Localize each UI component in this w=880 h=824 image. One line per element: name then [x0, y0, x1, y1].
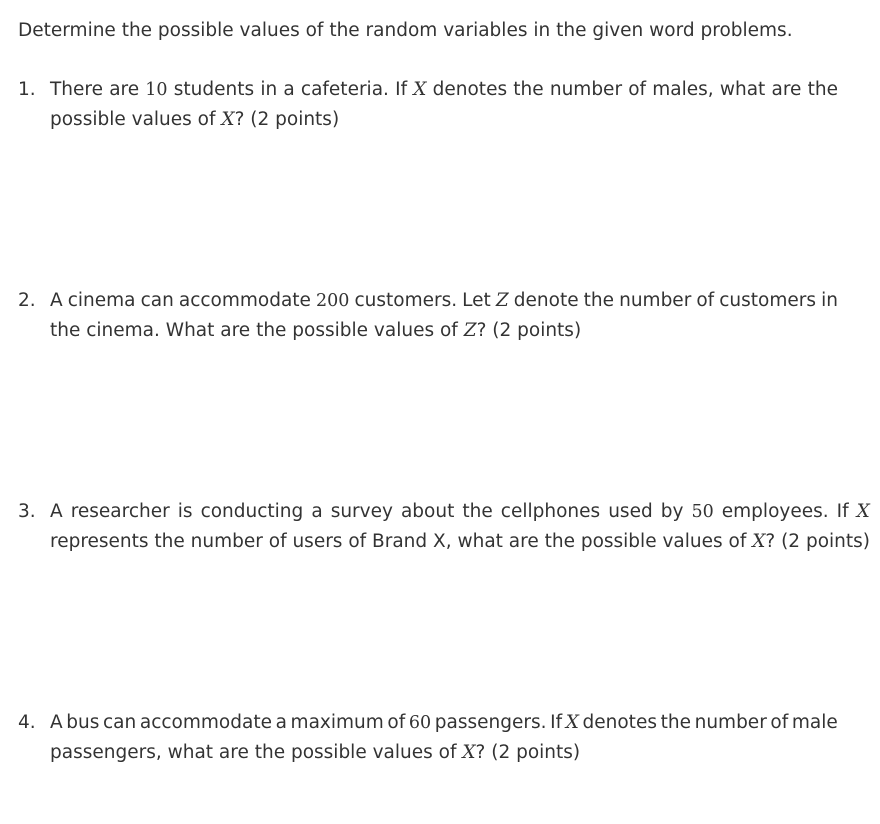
question-line-1	[50, 708, 838, 738]
random-variable: Z	[463, 320, 477, 341]
question-word: a	[275, 712, 287, 733]
question-word: in	[260, 79, 278, 100]
question-word: If	[550, 712, 563, 733]
question-word: males,	[652, 79, 714, 100]
question-line-2	[50, 738, 838, 768]
question-word: in	[821, 290, 838, 311]
question-line-2-text: possible values of	[50, 109, 222, 130]
question-points: ? (2 points)	[476, 320, 582, 341]
question-number: 1.	[18, 79, 36, 100]
question-word: can	[140, 290, 174, 311]
question-word: by	[660, 501, 684, 522]
question-word: used	[608, 501, 653, 522]
question-word: number	[619, 290, 692, 311]
question-2	[18, 286, 838, 346]
question-word: conducting	[200, 501, 304, 522]
question-line-2-text: represents the number of users of Brand X, what are the possible values of	[50, 531, 753, 552]
question-points: ? (2 points)	[234, 109, 340, 130]
question-word: can	[103, 712, 137, 733]
question-word: number	[549, 79, 623, 100]
question-word: denotes	[582, 712, 657, 733]
random-variable: X	[462, 742, 476, 763]
question-word: customers	[719, 290, 817, 311]
question-word: If	[395, 79, 408, 100]
question-points: ? (2 points)	[765, 531, 870, 552]
question-word: A	[50, 712, 63, 733]
question-word: denote	[513, 290, 579, 311]
question-number: 2.	[18, 290, 36, 311]
question-word: A	[50, 501, 63, 522]
question-word: of	[770, 712, 789, 733]
question-word: the	[660, 712, 691, 733]
question-line-2	[50, 316, 838, 346]
question-word: X	[413, 79, 427, 100]
question-word: maximum	[290, 712, 384, 733]
question-word: cafeteria.	[300, 79, 389, 100]
question-word: the	[583, 290, 615, 311]
question-1	[18, 75, 838, 135]
question-word: If	[836, 501, 849, 522]
question-word: researcher	[70, 501, 170, 522]
question-word: A	[50, 290, 63, 311]
question-word: cellphones	[500, 501, 601, 522]
question-word: of	[387, 712, 406, 733]
question-points: ? (2 points)	[475, 742, 581, 763]
question-word: the	[807, 79, 838, 100]
question-word: cinema	[67, 290, 136, 311]
question-number: 4.	[18, 712, 36, 733]
question-word: number	[694, 712, 767, 733]
question-word: 200	[316, 291, 350, 311]
question-word: a	[283, 79, 295, 100]
question-word: 10	[145, 80, 168, 100]
question-word: bus	[66, 712, 100, 733]
question-text	[50, 497, 870, 557]
question-line-2-text: the cinema. What are the possible values of	[50, 320, 464, 341]
random-variable: X	[752, 531, 766, 552]
question-word: denotes	[432, 79, 508, 100]
question-word: Let	[462, 290, 491, 311]
question-word: of	[696, 290, 715, 311]
question-word: are	[771, 79, 802, 100]
instructions-text: Determine the possible values of the random variables in the given word problems.	[18, 20, 793, 41]
question-line-2-text: passengers, what are the possible values of	[50, 742, 463, 763]
question-text	[50, 286, 838, 346]
question-3	[18, 497, 870, 557]
random-variable: X	[221, 109, 235, 130]
question-word: male	[791, 712, 838, 733]
question-4	[18, 708, 838, 768]
question-word: accommodate	[178, 290, 311, 311]
question-word: 50	[691, 502, 714, 522]
question-word: the	[462, 501, 493, 522]
question-word: passengers.	[434, 712, 547, 733]
question-word: customers.	[354, 290, 458, 311]
question-word: about	[400, 501, 455, 522]
question-word: Z	[495, 290, 509, 311]
question-line-1	[50, 286, 838, 316]
question-line-2	[50, 527, 870, 557]
question-text	[50, 708, 838, 768]
question-text	[50, 75, 838, 135]
question-word: accommodate	[139, 712, 272, 733]
question-word: is	[177, 501, 193, 522]
question-word: 60	[408, 713, 432, 733]
question-line-2	[50, 105, 838, 135]
question-word: of	[628, 79, 647, 100]
question-word: students	[173, 79, 255, 100]
question-line-1	[50, 75, 838, 105]
question-number: 3.	[18, 501, 36, 522]
question-word: the	[513, 79, 544, 100]
question-word: are	[109, 79, 140, 100]
question-word: a	[311, 501, 323, 522]
question-line-1	[50, 497, 870, 527]
question-word: There	[50, 79, 103, 100]
question-word: what	[719, 79, 766, 100]
question-word: X	[565, 712, 579, 733]
question-word: X	[856, 501, 870, 522]
question-word: survey	[330, 501, 393, 522]
question-word: employees.	[721, 501, 829, 522]
